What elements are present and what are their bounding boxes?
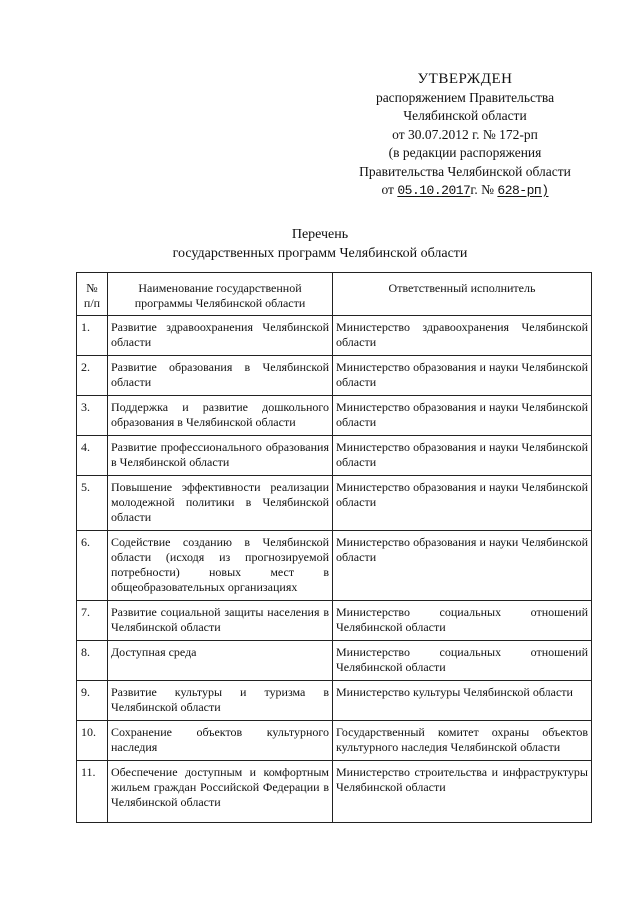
responsible-executor: Министерство образования и науки Челябинской области bbox=[333, 531, 592, 601]
responsible-executor: Государственный комитет охраны объектов культурного наследия Челябинской области bbox=[333, 721, 592, 761]
program-name: Развитие здравоохранения Челябинской области bbox=[108, 316, 333, 356]
program-name: Сохранение объектов культурного наследия bbox=[108, 721, 333, 761]
responsible-executor: Министерство социальных отношений Челябинской области bbox=[333, 641, 592, 681]
approval-line-5: Правительства Челябинской области bbox=[359, 163, 571, 179]
responsible-executor: Министерство образования и науки Челябинской области bbox=[333, 436, 592, 476]
heading-subtitle: государственных программ Челябинской области bbox=[172, 245, 468, 261]
table-header-row bbox=[77, 273, 592, 316]
row-number: 9. bbox=[77, 681, 108, 721]
table-row bbox=[77, 761, 592, 823]
program-name: Развитие образования в Челябинской области bbox=[108, 356, 333, 396]
amendment-date-line bbox=[330, 181, 600, 201]
table-row bbox=[77, 356, 592, 396]
program-name: Обеспечение доступным и комфортным жильем граждан Российской Федерации в Челябинской области bbox=[108, 761, 333, 823]
responsible-executor: Министерство культуры Челябинской области bbox=[333, 681, 592, 721]
row-number: 11. bbox=[77, 761, 108, 823]
approval-line-1: распоряжением Правительства bbox=[375, 89, 555, 105]
program-name: Развитие профессионального образования в Челябинской области bbox=[108, 436, 333, 476]
approval-line-4: (в редакции распоряжения bbox=[388, 145, 542, 160]
row-number: 6. bbox=[77, 531, 108, 601]
table-row bbox=[77, 681, 592, 721]
programs-table bbox=[76, 272, 592, 823]
approval-line-3: от 30.07.2012 г. № 172-рп bbox=[392, 126, 538, 142]
header-executor: Ответственный исполнитель bbox=[333, 273, 592, 316]
table-row bbox=[77, 601, 592, 641]
table-row bbox=[77, 531, 592, 601]
table-row bbox=[77, 476, 592, 531]
row-number: 2. bbox=[77, 356, 108, 396]
program-name: Развитие социальной защиты населения в Челябинской области bbox=[108, 601, 333, 641]
responsible-executor: Министерство образования и науки Челябинской области bbox=[333, 476, 592, 531]
table-row bbox=[77, 641, 592, 681]
amendment-date: 05.10.2017 bbox=[397, 183, 471, 198]
approval-block bbox=[330, 70, 600, 201]
date-prefix: от bbox=[381, 182, 394, 197]
row-number: 7. bbox=[77, 601, 108, 641]
row-number: 5. bbox=[77, 476, 108, 531]
row-number: 1. bbox=[77, 316, 108, 356]
responsible-executor: Министерство образования и науки Челябинской области bbox=[333, 396, 592, 436]
header-name: Наименование государственной программы Челябинской области bbox=[108, 273, 333, 316]
row-number: 4. bbox=[77, 436, 108, 476]
row-number: 10. bbox=[77, 721, 108, 761]
program-name: Повышение эффективности реализации молодежной политики в Челябинской области bbox=[108, 476, 333, 531]
responsible-executor: Министерство строительства и инфраструктуры Челябинской области bbox=[333, 761, 592, 823]
number-prefix: г. № bbox=[470, 182, 495, 197]
responsible-executor: Министерство социальных отношений Челябинской области bbox=[333, 601, 592, 641]
document-heading bbox=[0, 226, 640, 263]
responsible-executor: Министерство образования и науки Челябинской области bbox=[333, 356, 592, 396]
approval-line-2: Челябинской области bbox=[403, 108, 527, 123]
row-number: 8. bbox=[77, 641, 108, 681]
table-row bbox=[77, 436, 592, 476]
table-row bbox=[77, 316, 592, 356]
responsible-executor: Министерство здравоохранения Челябинской области bbox=[333, 316, 592, 356]
header-num: № п/п bbox=[77, 273, 108, 316]
program-name: Развитие культуры и туризма в Челябинской области bbox=[108, 681, 333, 721]
program-name: Доступная среда bbox=[108, 641, 333, 681]
program-name: Содействие созданию в Челябинской области (исходя из прогнозируемой потребности) новых мест в общеобразовательных организациях bbox=[108, 531, 333, 601]
heading-title: Перечень bbox=[291, 227, 349, 242]
program-name: Поддержка и развитие дошкольного образования в Челябинской области bbox=[108, 396, 333, 436]
approval-title: УТВЕРЖДЕН bbox=[417, 71, 513, 87]
table-row bbox=[77, 396, 592, 436]
row-number: 3. bbox=[77, 396, 108, 436]
amendment-number: 628-рп) bbox=[497, 183, 549, 198]
table-row bbox=[77, 721, 592, 761]
